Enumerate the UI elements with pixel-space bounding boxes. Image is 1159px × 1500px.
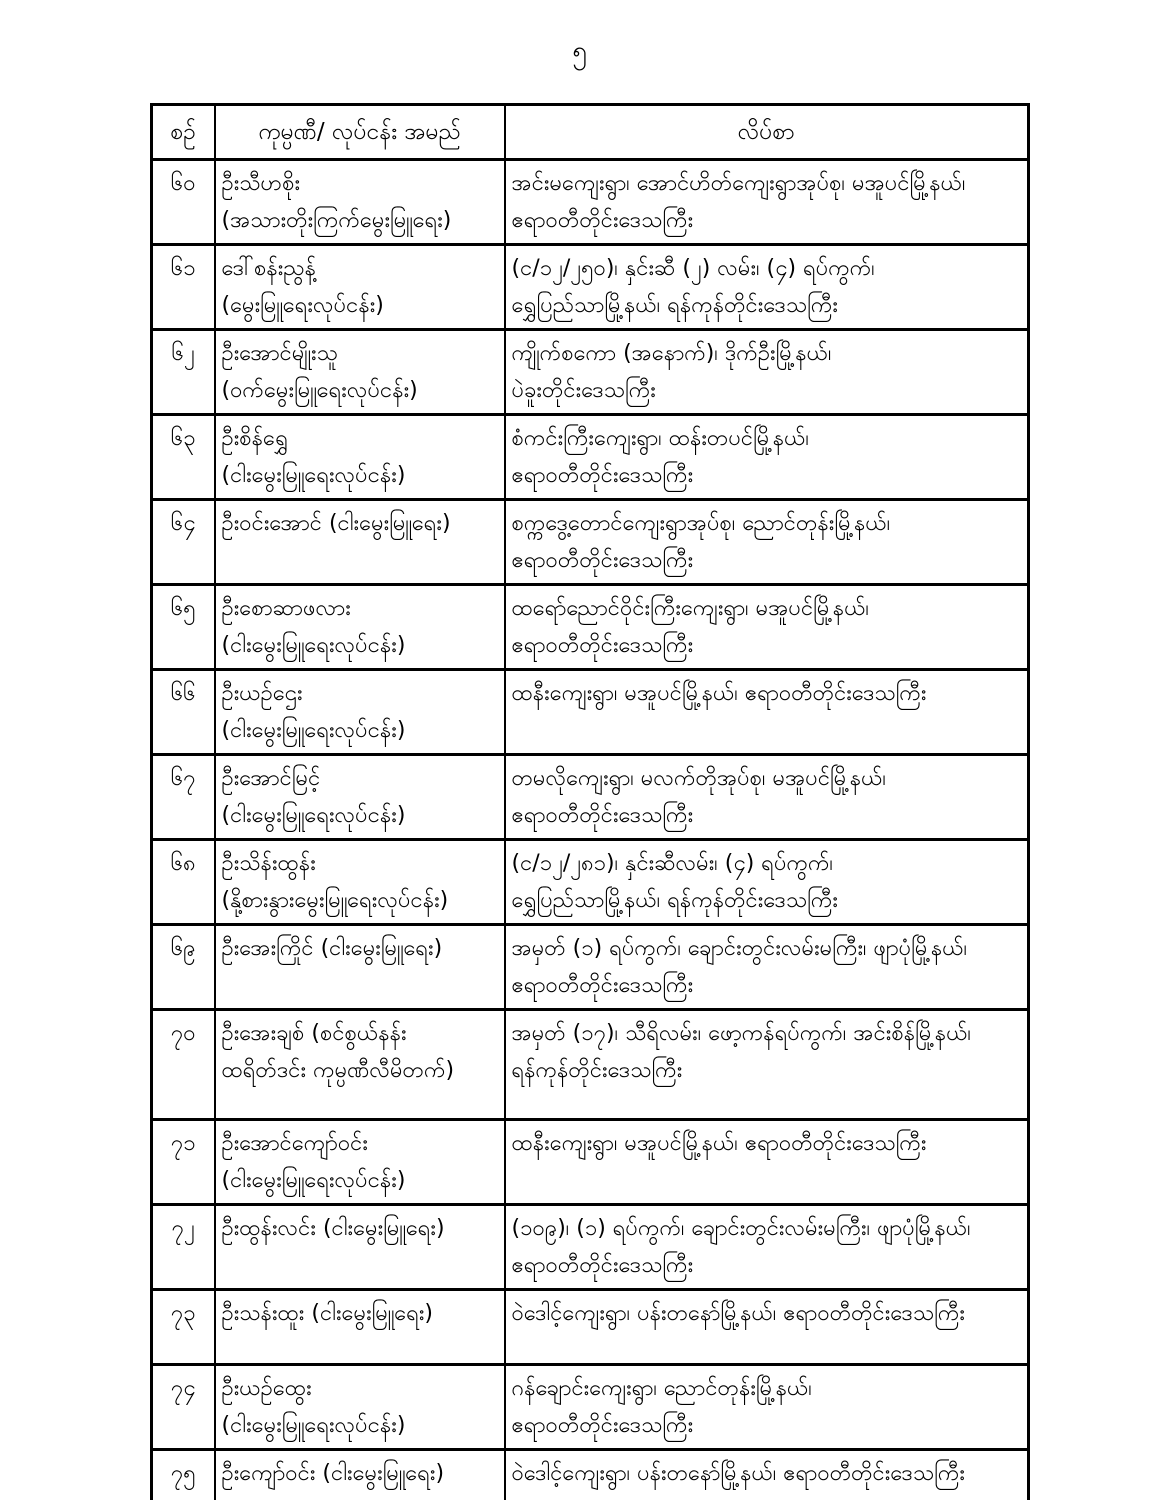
text-line: ရွှေပြည်သာမြို့နယ်၊ ရန်ကုန်တိုင်းဒေသကြီး xyxy=(511,888,838,913)
row-number: ၆၈ xyxy=(152,840,215,925)
address-cell xyxy=(505,245,1029,330)
text-line: ဧရာဝတီတိုင်းဒေသကြီး xyxy=(511,973,694,998)
text-line: ရွှေပြည်သာမြို့နယ်၊ ရန်ကုန်တိုင်းဒေသကြီး xyxy=(511,293,838,318)
address-cell xyxy=(505,1120,1029,1205)
table-row xyxy=(152,160,1029,245)
address-cell xyxy=(505,1205,1029,1290)
text-line: ထရော်ညောင်ဝိုင်းကြီးကျေးရွာ၊ မအူပင်မြို့နယ်၊ xyxy=(511,596,870,621)
text-line: (မွေးမြူရေးလုပ်ငန်း) xyxy=(221,293,384,318)
table-row xyxy=(152,1365,1029,1450)
text-line: (နို့စားနွားမွေးမြူရေးလုပ်ငန်း) xyxy=(221,888,449,913)
text-line: ဦးအေးချစ် (စင်စွယ်နန်း xyxy=(221,1021,407,1046)
header-address: လိပ်စာ xyxy=(505,105,1029,160)
text-line: ဦးထွန်းလင်း (ငါးမွေးမြူရေး) xyxy=(221,1216,445,1241)
table-row xyxy=(152,585,1029,670)
text-line: (၁၀၉)၊ (၁) ရပ်ကွက်၊ ချောင်းတွင်းလမ်းမကြီး၊ ဖျာပုံမြို့နယ်၊ xyxy=(511,1216,971,1241)
text-line: (ငါးမွေးမြူရေးလုပ်ငန်း) xyxy=(221,803,406,828)
table-row xyxy=(152,1120,1029,1205)
text-line: (င/၁၂/၂၈၁)၊ နှင်းဆီလမ်း၊ (၄) ရပ်ကွက်၊ xyxy=(511,851,834,876)
text-line: ထနီးကျေးရွာ၊ မအူပင်မြို့နယ်၊ ဧရာဝတီတိုင်းဒေသကြီး xyxy=(511,1131,927,1156)
table-header xyxy=(152,105,1029,160)
address-cell xyxy=(505,500,1029,585)
address-cell xyxy=(505,585,1029,670)
table-row xyxy=(152,840,1029,925)
row-number: ၆၃ xyxy=(152,415,215,500)
company-name-cell xyxy=(215,330,505,415)
row-number: ၆၆ xyxy=(152,670,215,755)
company-name-cell xyxy=(215,500,505,585)
text-line: (ငါးမွေးမြူရေးလုပ်ငန်း) xyxy=(221,463,406,488)
company-name-cell xyxy=(215,245,505,330)
table-body xyxy=(152,160,1029,1500)
company-name-cell xyxy=(215,1365,505,1450)
header-company-name: ကုမ္ပဏီ/ လုပ်ငန်း အမည် xyxy=(215,105,505,160)
table-row xyxy=(152,670,1029,755)
table-row xyxy=(152,245,1029,330)
company-name-cell xyxy=(215,1290,505,1365)
row-number: ၇၄ xyxy=(152,1365,215,1450)
address-cell xyxy=(505,415,1029,500)
table-row xyxy=(152,500,1029,585)
text-line: (ငါးမွေးမြူရေးလုပ်ငန်း) xyxy=(221,1413,406,1438)
text-line: တမလိုကျေးရွာ၊ မလက်တိုအုပ်စု၊ မအူပင်မြို့နယ်၊ xyxy=(511,766,886,791)
row-number: ၇၂ xyxy=(152,1205,215,1290)
text-line: ဦးအောင်ကျော်ဝင်း xyxy=(221,1131,368,1156)
address-cell xyxy=(505,755,1029,840)
company-name-cell xyxy=(215,755,505,840)
company-name-cell xyxy=(215,1010,505,1120)
header-row xyxy=(152,105,1029,160)
text-line: ဦးသီဟစိုး xyxy=(221,171,301,196)
text-line: စံကင်းကြီးကျေးရွာ၊ ထန်းတပင်မြို့နယ်၊ xyxy=(511,426,809,451)
text-line: ဝဲဒေါင့်ကျေးရွာ၊ ပန်းတနော်မြို့နယ်၊ ဧရာဝတီတိုင်းဒေသကြီး xyxy=(511,1461,965,1486)
table-row xyxy=(152,1010,1029,1120)
table-row xyxy=(152,1450,1029,1500)
table-row xyxy=(152,1290,1029,1365)
row-number: ၆၂ xyxy=(152,330,215,415)
text-line: ဦးစောဆာဖလား xyxy=(221,596,351,621)
text-line: ဒေါ်စန်းညွန့် xyxy=(221,256,316,281)
text-line: ဦးအောင်မျိုးသူ xyxy=(221,341,338,366)
text-line: ဂန်ချောင်းကျေးရွာ၊ ညောင်တုန်းမြို့နယ်၊ xyxy=(511,1376,812,1401)
text-line: (င/၁၂/၂၅၀)၊ နှင်းဆီ (၂) လမ်း၊ (၄) ရပ်ကွက်၊ xyxy=(511,256,875,281)
text-line: ဧရာဝတီတိုင်းဒေသကြီး xyxy=(511,803,694,828)
row-number: ၆၀ xyxy=(152,160,215,245)
table-row xyxy=(152,925,1029,1010)
table-row xyxy=(152,415,1029,500)
address-cell xyxy=(505,1010,1029,1120)
text-line: ဝဲဒေါင့်ကျေးရွာ၊ ပန်းတနော်မြို့နယ်၊ ဧရာဝတီတိုင်းဒေသကြီး xyxy=(511,1301,965,1326)
company-name-cell xyxy=(215,1205,505,1290)
text-line: (ငါးမွေးမြူရေးလုပ်ငန်း) xyxy=(221,633,406,658)
text-line: အမှတ် (၁) ရပ်ကွက်၊ ချောင်းတွင်းလမ်းမကြီး၊ ဖျာပုံမြို့နယ်၊ xyxy=(511,936,968,961)
table-row xyxy=(152,1205,1029,1290)
text-line: (ငါးမွေးမြူရေးလုပ်ငန်း) xyxy=(221,1168,406,1193)
text-line: ဦးယဉ်ဌေး xyxy=(221,681,303,706)
table-row xyxy=(152,330,1029,415)
text-line: ပဲခူးတိုင်းဒေသကြီး xyxy=(511,378,656,403)
address-cell xyxy=(505,160,1029,245)
address-cell xyxy=(505,925,1029,1010)
text-line: ဧရာဝတီတိုင်းဒေသကြီး xyxy=(511,548,694,573)
text-line: ရန်ကုန်တိုင်းဒေသကြီး xyxy=(511,1058,683,1083)
address-cell xyxy=(505,1365,1029,1450)
text-line: ဧရာဝတီတိုင်းဒေသကြီး xyxy=(511,1413,694,1438)
text-line: ဧရာဝတီတိုင်းဒေသကြီး xyxy=(511,633,694,658)
row-number: ၆၅ xyxy=(152,585,215,670)
text-line: ဦးကျော်ဝင်း (ငါးမွေးမြူရေး) xyxy=(221,1461,445,1486)
company-name-cell xyxy=(215,840,505,925)
text-line: ဦးယဉ်ထွေး xyxy=(221,1376,312,1401)
row-number: ၇၃ xyxy=(152,1290,215,1365)
text-line: ဧရာဝတီတိုင်းဒေသကြီး xyxy=(511,1253,694,1278)
text-line: ဦးအောင်မြင့် xyxy=(221,766,321,791)
row-number: ၆၉ xyxy=(152,925,215,1010)
text-line: ဦးစိန်ရွှေ xyxy=(221,426,289,451)
address-cell xyxy=(505,1290,1029,1365)
row-number: ၇၅ xyxy=(152,1450,215,1500)
page-number: ၅ xyxy=(572,36,587,66)
text-line: ဧရာဝတီတိုင်းဒေသကြီး xyxy=(511,208,694,233)
text-line: ဦးသိန်းထွန်း xyxy=(221,851,316,876)
text-line: ကျိုက်စကော (အနောက်)၊ ဒိုက်ဦးမြို့နယ်၊ xyxy=(511,341,832,366)
company-name-cell xyxy=(215,160,505,245)
text-line: ထနီးကျေးရွာ၊ မအူပင်မြို့နယ်၊ ဧရာဝတီတိုင်းဒေသကြီး xyxy=(511,681,927,706)
text-line: အင်းမကျေးရွာ၊ အောင်ဟိတ်ကျေးရွာအုပ်စု၊ မအူပင်မြို့နယ်၊ xyxy=(511,171,966,196)
address-cell xyxy=(505,330,1029,415)
text-line: (အသားတိုးကြက်မွေးမြူရေး) xyxy=(221,208,452,233)
company-name-cell xyxy=(215,1450,505,1500)
company-name-cell xyxy=(215,1120,505,1205)
address-cell xyxy=(505,1450,1029,1500)
table-row xyxy=(152,755,1029,840)
text-line: ထရိတ်ဒင်း ကုမ္ပဏီလီမိတက်) xyxy=(221,1058,455,1083)
company-name-cell xyxy=(215,925,505,1010)
address-cell xyxy=(505,840,1029,925)
text-line: ဧရာဝတီတိုင်းဒေသကြီး xyxy=(511,463,694,488)
company-name-cell xyxy=(215,415,505,500)
company-name-cell xyxy=(215,670,505,755)
text-line: ဦးသန်းထူး (ငါးမွေးမြူရေး) xyxy=(221,1301,434,1326)
company-name-cell xyxy=(215,585,505,670)
text-line: (ဝက်မွေးမြူရေးလုပ်ငန်း) xyxy=(221,378,418,403)
directory-table xyxy=(150,103,1030,1500)
row-number: ၇၁ xyxy=(152,1120,215,1205)
row-number: ၆၁ xyxy=(152,245,215,330)
header-no: စဉ် xyxy=(152,105,215,160)
text-line: အမှတ် (၁၇)၊ သီရိလမ်း၊ ဖော့ကန်ရပ်ကွက်၊ အင်းစိန်မြို့နယ်၊ xyxy=(511,1021,972,1046)
text-line: (ငါးမွေးမြူရေးလုပ်ငန်း) xyxy=(221,718,406,743)
text-line: ဦးဝင်းအောင် (ငါးမွေးမြူရေး) xyxy=(221,511,451,536)
address-cell xyxy=(505,670,1029,755)
row-number: ၇၀ xyxy=(152,1010,215,1120)
text-line: စက္ကဒွေ့တောင်ကျေးရွာအုပ်စု၊ ညောင်တုန်းမြို့နယ်၊ xyxy=(511,511,891,536)
row-number: ၆၇ xyxy=(152,755,215,840)
row-number: ၆၄ xyxy=(152,500,215,585)
text-line: ဦးအေးကြိုင် (ငါးမွေးမြူရေး) xyxy=(221,936,443,961)
